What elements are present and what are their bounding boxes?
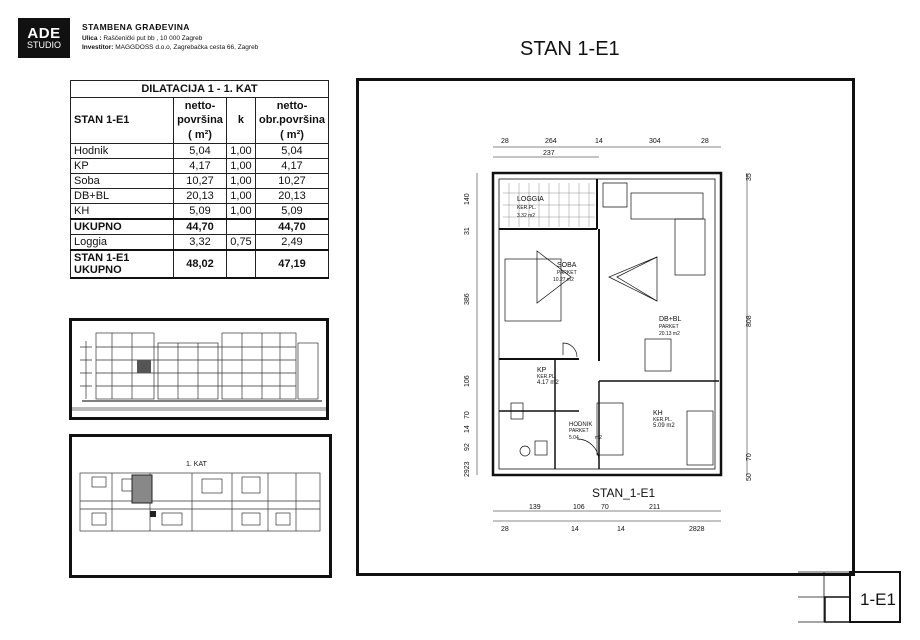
- db-label: DB+BL: [659, 316, 682, 323]
- header-k: k: [227, 98, 256, 144]
- logo-text-primary: ADE: [27, 25, 61, 42]
- table-row: Soba 10,27 1,00 10,27: [71, 173, 329, 188]
- kp-label: KP: [537, 367, 547, 374]
- svg-text:KER.PL.: KER.PL.: [537, 374, 557, 380]
- svg-text:20.13 m2: 20.13 m2: [659, 331, 680, 337]
- svg-text:211: 211: [649, 504, 661, 511]
- table-header: [71, 98, 329, 144]
- project-investor: Investitor: MAGGDOSS d.o.o, Zagrebačka cesta 66, Zagreb: [82, 44, 259, 52]
- dim-top: 28: [501, 138, 509, 145]
- svg-text:140: 140: [464, 193, 471, 205]
- svg-text:304: 304: [649, 138, 661, 145]
- company-logo: [18, 18, 70, 58]
- svg-text:14: 14: [571, 526, 579, 533]
- kh-label: KH: [653, 410, 663, 417]
- svg-text:31: 31: [464, 227, 471, 235]
- project-name: STAMBENA GRAĐEVINA: [82, 22, 190, 32]
- svg-text:5.09 m2: 5.09 m2: [653, 423, 675, 429]
- svg-text:386: 386: [464, 293, 471, 305]
- svg-text:2923: 2923: [464, 461, 471, 477]
- svg-text:92: 92: [464, 443, 471, 451]
- svg-text:237: 237: [543, 150, 555, 157]
- plan-label: STAN_1-E1: [592, 486, 656, 500]
- floor-title: 1. KAT: [186, 461, 207, 468]
- sheet-code: 1-E1: [860, 590, 896, 609]
- table-row: DB+BL 20,13 1,00 20,13: [71, 188, 329, 203]
- project-street: Ulica : Raščenički put bb , 10 000 Zagreb: [82, 35, 203, 43]
- logo-text-secondary: STUDIO: [26, 40, 61, 50]
- header-obr: netto- obr.površina ( m²): [255, 98, 328, 144]
- svg-text:808: 808: [746, 315, 753, 327]
- floor-plan-drawing: [72, 437, 329, 575]
- svg-text:35: 35: [746, 173, 753, 181]
- table-caption: DILATACIJA 1 - 1. KAT: [71, 81, 329, 98]
- svg-text:KER.PL.: KER.PL.: [517, 205, 537, 211]
- svg-text:106: 106: [464, 375, 471, 387]
- table-row: KH 5,09 1,00 5,09: [71, 203, 329, 219]
- svg-text:KER.PL.: KER.PL.: [653, 417, 673, 423]
- svg-text:70: 70: [746, 453, 753, 461]
- plan-frame: [356, 78, 855, 576]
- section-thumbnail: [69, 318, 329, 420]
- svg-text:70: 70: [464, 411, 471, 419]
- svg-text:PARKET: PARKET: [569, 428, 589, 434]
- table-row-loggia: Loggia 3,32 0,75 2,49: [71, 234, 329, 250]
- table-row-ukupno: UKUPNO 44,70 44,70: [71, 219, 329, 235]
- hodnik-label: HODNIK: [569, 422, 593, 428]
- svg-text:4.17 m2: 4.17 m2: [537, 380, 559, 386]
- table-row: Hodnik 5,04 1,00 5,04: [71, 143, 329, 158]
- svg-text:2828: 2828: [689, 526, 705, 533]
- unit-name: STAN 1-E1: [71, 98, 174, 144]
- svg-text:139: 139: [529, 504, 541, 511]
- soba-label: SOBA: [557, 262, 577, 269]
- page-title: STAN 1-E1: [520, 38, 620, 60]
- svg-text:106: 106: [573, 504, 585, 511]
- svg-text:3.32 m2: 3.32 m2: [517, 213, 536, 219]
- project-info: [82, 22, 258, 53]
- svg-text:70: 70: [601, 504, 609, 511]
- svg-text:14: 14: [595, 138, 603, 145]
- table-row-total: STAN 1-E1 UKUPNO 48,02 47,19: [71, 250, 329, 278]
- svg-text:PARKET: PARKET: [557, 270, 577, 276]
- svg-text:50: 50: [746, 473, 753, 481]
- svg-text:5.04: 5.04: [569, 435, 579, 441]
- floor-plan-thumbnail: [69, 434, 332, 578]
- building-section-drawing: [72, 321, 326, 417]
- area-table: [70, 80, 329, 279]
- svg-text:10.27 m2: 10.27 m2: [553, 277, 574, 283]
- svg-text:m2: m2: [595, 435, 602, 441]
- table-row: KP 4,17 1,00 4,17: [71, 158, 329, 173]
- loggia-label: LOGGIA: [517, 196, 544, 203]
- svg-text:PARKET: PARKET: [659, 324, 679, 330]
- svg-text:264: 264: [545, 138, 557, 145]
- header-netto: netto- površina ( m²): [174, 98, 227, 144]
- svg-text:14: 14: [617, 526, 625, 533]
- svg-text:14: 14: [464, 425, 471, 433]
- svg-text:28: 28: [701, 138, 709, 145]
- svg-text:28: 28: [501, 526, 509, 533]
